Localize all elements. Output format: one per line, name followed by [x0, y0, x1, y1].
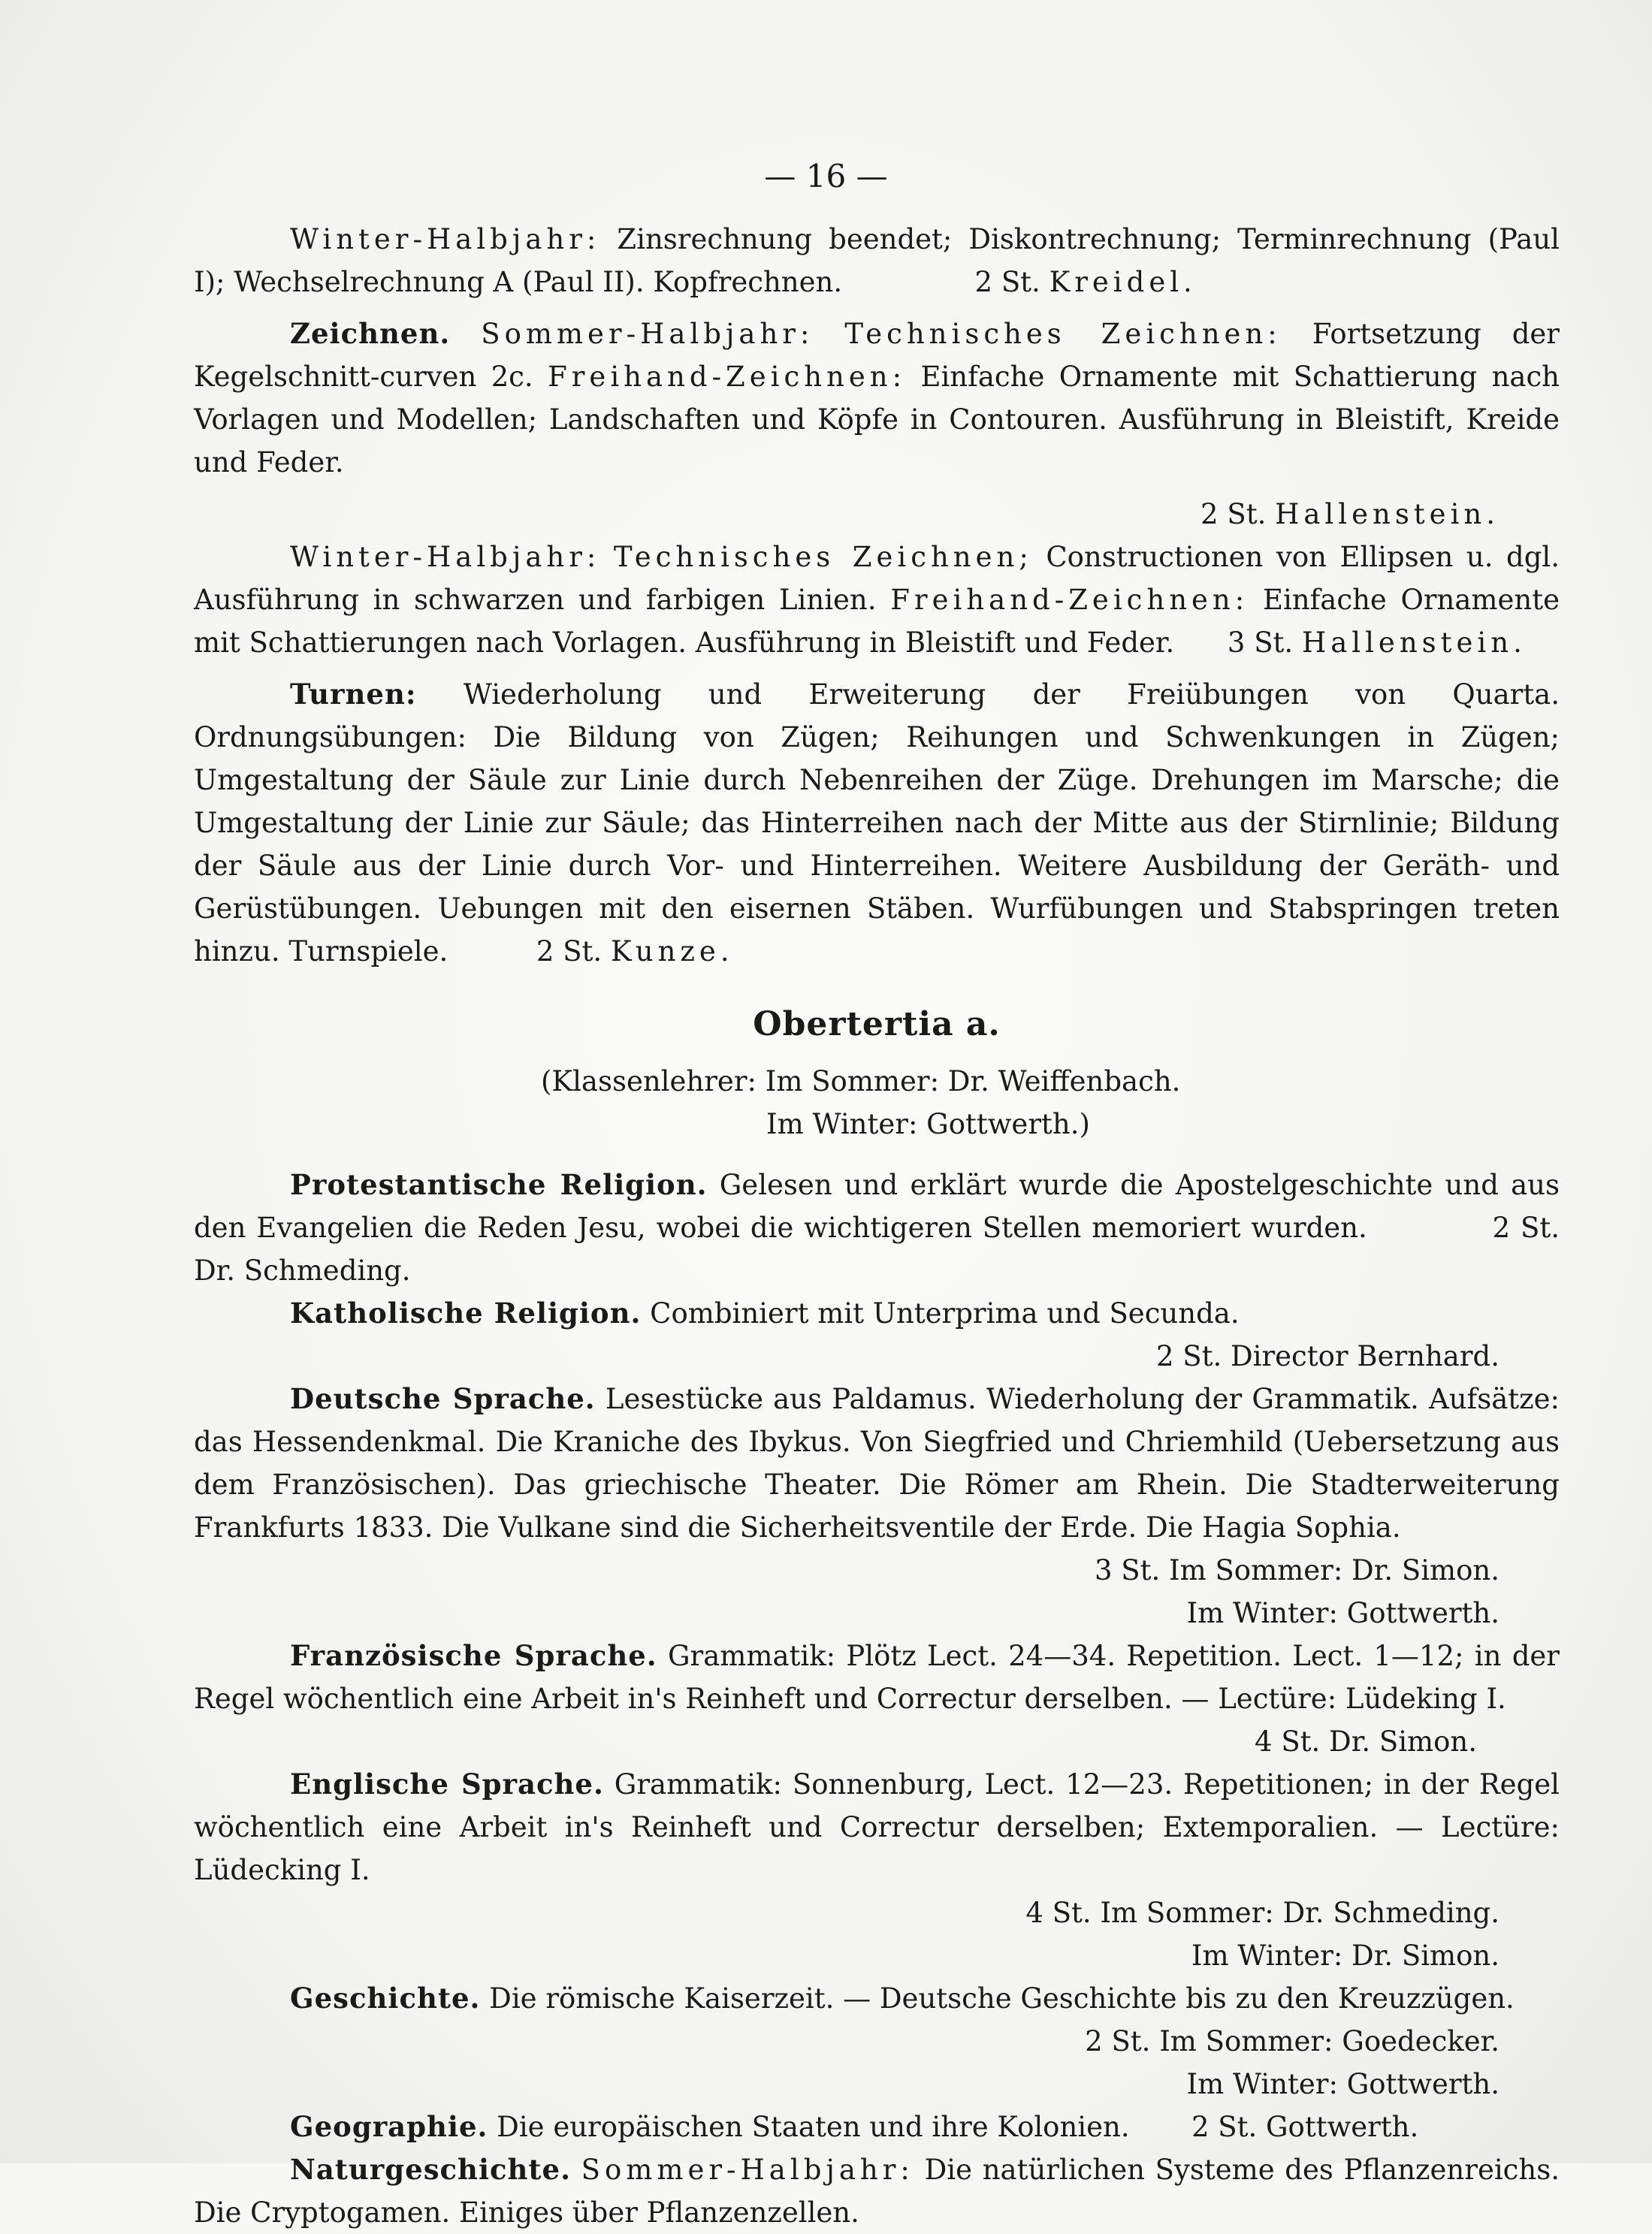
class-teacher-line-2: Im Winter: Gottwerth.): [766, 1108, 1090, 1140]
term-label: Winter-Halbjahr:: [290, 223, 601, 255]
subject-heading: Geschichte.: [290, 1982, 481, 2015]
class-teacher-line-1: (Klassenlehrer: Im Sommer: Dr. Weiffenbach.: [541, 1065, 1181, 1097]
entry-naturgeschichte: [194, 2148, 1560, 2234]
teacher-line: 3 St. Im Sommer: Dr. Simon.: [1094, 1554, 1499, 1586]
term-label: Winter-Halbjahr:: [290, 541, 601, 573]
hours: 2 St.: [974, 266, 1040, 298]
paragraph-zeichnen-sommer: [194, 312, 1560, 484]
hours: 2 St.: [536, 935, 603, 968]
teacher-line: 2 St. Director Bernhard.: [1155, 1340, 1499, 1372]
paragraph-text: Combiniert mit Unterprima und Secunda.: [650, 1297, 1240, 1330]
subject-heading: Naturgeschichte.: [290, 2153, 571, 2186]
technique-label: Technisches Zeichnen:: [844, 318, 1282, 350]
paragraph-text: Einfache Ornamente mit Schattierungen nach Vorlagen. Ausführung in Bleistift und Feder.: [194, 584, 1560, 659]
page-number: — 16 —: [764, 158, 888, 195]
teacher-line: 2 St. Im Sommer: Goedecker.: [1085, 2025, 1499, 2057]
subject-heading: Turnen:: [290, 678, 417, 711]
paragraph-turnen: [194, 673, 1560, 973]
subject-heading: Geographie.: [290, 2110, 488, 2143]
entry-geographie: [194, 2106, 1560, 2148]
paragraph-text: Grammatik: Plötz Lect. 24—34. Repetition. Lect. 1—12; in der Regel wöchentlich eine Arbeit in's Reinheft und Correctur derselben. — Lectüre: Lüdeking I.: [194, 1640, 1560, 1715]
entry-geschichte: [194, 1977, 1560, 2020]
term-label: Sommer-Halbjahr:: [581, 2154, 914, 2186]
paragraph-text: Constructionen von Ellipsen u. dgl. Ausführung in schwarzen und farbigen Linien.: [194, 541, 1560, 616]
term-label: Sommer-Halbjahr:: [481, 318, 814, 350]
teacher-name: Hallenstein.: [1301, 626, 1527, 659]
paragraph-text: Grammatik: Sonnenburg, Lect. 12—23. Repetitionen; in der Regel wöchentlich eine Arbeit in's Reinheft und Correctur derselben; Extemporalien. — Lectüre: Lüdecking I.: [194, 1768, 1560, 1886]
paragraph-text: Lesestücke aus Paldamus. Wiederholung der Grammatik. Aufsätze: das Hessendenkmal. Die Kraniche des Ibykus. Von Siegfried und Chriemhild (Uebersetzung aus dem Französischen). Das griechische Theater. Die Römer am Rhein. Die Stadterweiterung Frankfurts 1833. Die Vulkane sind die Sicherheitsventile der Erde. Die Hagia Sophia.: [194, 1383, 1560, 1544]
teacher-line: Im Winter: Gottwerth.: [1186, 2068, 1499, 2100]
body-text: [194, 218, 1560, 2234]
entry-franz: [194, 1635, 1560, 1720]
paragraph-text: Die römische Kaiserzeit. — Deutsche Geschichte bis zu den Kreuzzügen.: [489, 1982, 1515, 2015]
subject-heading: Englische Sprache.: [290, 1768, 604, 1801]
subject-heading: Katholische Religion.: [290, 1297, 642, 1330]
teacher-name: Kunze.: [610, 935, 734, 968]
technique-label: Freihand-Zeichnen:: [890, 584, 1249, 616]
teacher-line: 2 St. Gottwerth.: [1191, 2111, 1419, 2143]
subject-heading: Zeichnen.: [290, 317, 451, 350]
teacher-line: Im Winter: Dr. Simon.: [1191, 1940, 1499, 1972]
entry-kath-religion: [194, 1292, 1560, 1335]
subject-heading: Französische Sprache.: [290, 1639, 657, 1672]
paragraph-text: Zinsrechnung beendet; Diskontrechnung; Terminrechnung (Paul I); Wechselrechnung A (Paul II). Kopfrechnen.: [194, 223, 1560, 298]
paragraph-zeichnen-winter: [194, 536, 1560, 664]
teacher-line: 4 St. Im Sommer: Dr. Schmeding.: [1025, 1897, 1499, 1929]
teacher-line: [194, 493, 1560, 536]
technique-label: Technisches Zeichnen;: [613, 541, 1033, 573]
paragraph-text: Einfache Ornamente mit Schattierung nach Vorlagen und Modellen; Landschaften und Köpfe in Contouren. Ausführung in Bleistift, Kreide und Feder.: [194, 361, 1560, 478]
entry-prot-religion: [194, 1164, 1560, 1292]
paragraph-text: Die europäischen Staaten und ihre Kolonien.: [497, 2111, 1130, 2143]
paragraph-text: Gelesen und erklärt wurde die Apostelgeschichte und aus den Evangelien die Reden Jesu, wobei die wichtigeren Stellen memoriert wurden.: [194, 1169, 1560, 1244]
section-title: Obertertia a.: [194, 1003, 1560, 1049]
subject-heading: Protestantische Religion.: [290, 1168, 708, 1201]
hours: 3 St.: [1227, 626, 1294, 659]
entry-engl: [194, 1763, 1560, 1891]
teacher-name: Kreidel.: [1049, 266, 1197, 298]
paragraph-text: Wiederholung und Erweiterung der Freiübungen von Quarta. Ordnungsübungen: Die Bildung von Zügen; Reihungen und Schwenkungen in Zügen; Umgestaltung der Säule zur Linie durch Nebenreihen der Züge. Drehungen im Marsche; die Umgestaltung der Linie zur Säule; das Hinterreihen nach der Mitte aus der Stirnlinie; Bildung der Säule aus der Linie durch Vor- und Hinterreihen. Weitere Ausbildung der Geräth- und Gerüstübungen. Uebungen mit den eisernen Stäben. Wurfübungen und Stabspringen treten hinzu. Turnspiele.: [194, 678, 1560, 968]
paragraph-winter-rechnen: [194, 218, 1560, 303]
paragraph-text: Fortsetzung der Kegelschnitt-curven 2c.: [194, 318, 1560, 393]
entry-deutsch: [194, 1378, 1560, 1549]
paragraph-text: Die natürlichen Systeme des Pflanzenreichs. Die Cryptogamen. Einiges über Pflanzenzellen.: [194, 2154, 1560, 2229]
technique-label: Freihand-Zeichnen:: [548, 361, 907, 393]
teacher-line: 4 St. Dr. Simon.: [1255, 1725, 1477, 1758]
teacher-line: 2 St. Dr. Schmeding.: [194, 1212, 1560, 1287]
teacher-line: Im Winter: Gottwerth.: [1186, 1597, 1499, 1629]
hours: 2 St.: [1200, 498, 1267, 530]
subject-heading: Deutsche Sprache.: [290, 1382, 596, 1415]
teacher-name: Hallenstein.: [1275, 498, 1499, 530]
